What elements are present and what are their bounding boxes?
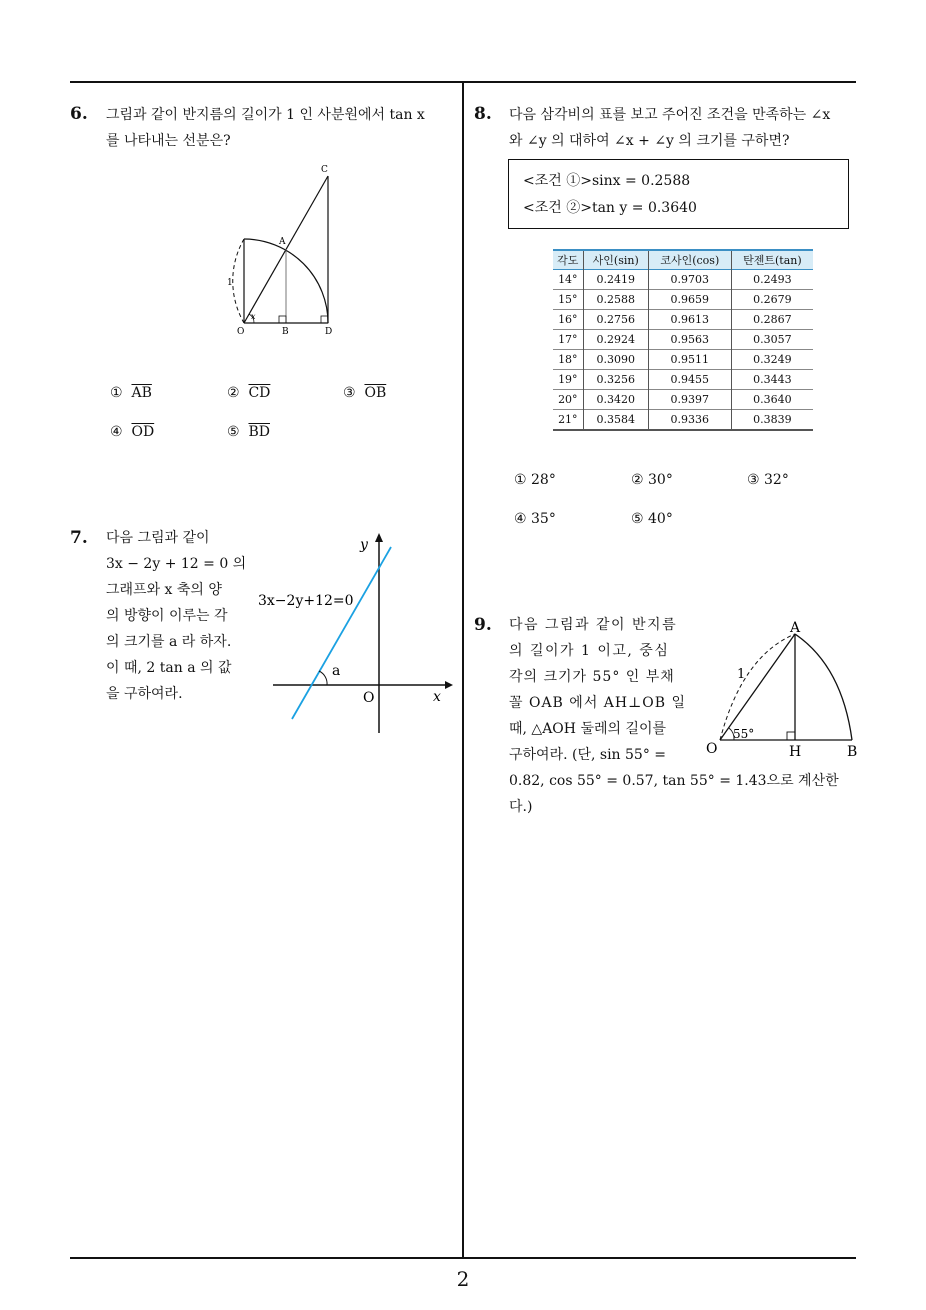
condition-1: <조건 ①>sinx = 0.2588 xyxy=(523,173,691,189)
question-text-line: 다음 그림과 같이 xyxy=(106,530,210,546)
question-text-line: 을 구하여라. xyxy=(106,686,183,702)
question-text-line: 그림과 같이 반지름의 길이가 1 인 사분원에서 tan x xyxy=(106,107,425,123)
question-text-line: 의 방향이 이루는 각 xyxy=(106,608,228,624)
table-row: 20° 0.3420 0.9397 0.3640 xyxy=(553,390,813,410)
question-text-line: 구하여라. (단, sin 55° = xyxy=(509,747,667,763)
label-b: B xyxy=(847,744,858,760)
bottom-rule xyxy=(70,1257,856,1259)
choice-2[interactable]: ② $\overline{CD}$ xyxy=(227,385,271,401)
label-1: 1 xyxy=(227,278,233,288)
choice-1[interactable]: ① $\overline{AB}$ xyxy=(110,385,152,401)
label-d: D xyxy=(325,327,333,337)
question-text-line: 의 길이가 1 이고, 중심 xyxy=(509,643,670,659)
question-text-line: 와 ∠y 의 대하여 ∠x + ∠y 의 크기를 구하면? xyxy=(509,133,790,149)
question-text-line: 다.) xyxy=(509,799,533,815)
label-o: O xyxy=(363,690,375,706)
sector-figure xyxy=(702,616,862,766)
question-text-line: 때, △AOH 둘레의 길이를 xyxy=(509,721,667,737)
line-graph-figure xyxy=(255,530,455,740)
table-row: 18° 0.3090 0.9511 0.3249 xyxy=(553,350,813,370)
condition-box xyxy=(508,159,849,229)
question-number: 7. xyxy=(70,528,88,548)
condition-2: <조건 ②>tan y = 0.3640 xyxy=(523,200,697,216)
table-header: 탄젠트(tan) xyxy=(731,250,813,270)
question-text-line: 꼴 OAB 에서 AH⊥OB 일 xyxy=(509,695,687,711)
question-text-line: 를 나타내는 선분은? xyxy=(106,133,231,149)
question-text-line: 다음 삼각비의 표를 보고 주어진 조건을 만족하는 ∠x xyxy=(509,107,831,123)
choice-4[interactable]: ④ $\overline{OD}$ xyxy=(110,424,155,440)
table-row: 14° 0.2419 0.9703 0.2493 xyxy=(553,270,813,290)
choice-3[interactable]: ③ $\overline{OB}$ xyxy=(343,385,387,401)
question-text-line: 의 크기를 a 라 하자. xyxy=(106,634,232,650)
table-row: 21° 0.3584 0.9336 0.3839 xyxy=(553,410,813,431)
page-number: 2 xyxy=(456,1267,470,1291)
equation-label: 3x−2y+12=0 xyxy=(258,593,354,609)
table-row: 17° 0.2924 0.9563 0.3057 xyxy=(553,330,813,350)
question-text-line: 그래프와 x 축의 양 xyxy=(106,582,222,598)
label-1: 1 xyxy=(737,667,746,682)
label-55: 55° xyxy=(733,727,755,741)
question-text-line: 각의 크기가 55° 인 부채 xyxy=(509,669,675,685)
question-text-line: 0.82, cos 55° = 0.57, tan 55° = 1.43으로 계산한 xyxy=(509,773,839,789)
trig-table xyxy=(553,249,813,431)
choice-3[interactable]: ③ 32° xyxy=(747,472,789,488)
label-x: x xyxy=(433,689,441,705)
label-h: H xyxy=(789,744,802,760)
column-divider xyxy=(462,82,464,1258)
label-y: y xyxy=(360,537,368,553)
label-o: O xyxy=(237,327,245,337)
table-row: 16° 0.2756 0.9613 0.2867 xyxy=(553,310,813,330)
question-number: 6. xyxy=(70,104,88,124)
question-number: 8. xyxy=(474,104,492,124)
quarter-circle-figure xyxy=(220,160,350,340)
table-row: 19° 0.3256 0.9455 0.3443 xyxy=(553,370,813,390)
label-a: A xyxy=(790,620,801,636)
label-a: A xyxy=(279,237,286,247)
question-number: 9. xyxy=(474,615,492,635)
table-header: 코사인(cos) xyxy=(648,250,731,270)
label-c: C xyxy=(321,165,328,175)
choice-5[interactable]: ⑤ $\overline{BD}$ xyxy=(227,424,270,440)
table-header: 사인(sin) xyxy=(583,250,648,270)
label-x: x xyxy=(251,312,256,321)
table-row: 15° 0.2588 0.9659 0.2679 xyxy=(553,290,813,310)
question-text-line: 이 때, 2 tan a 의 값 xyxy=(106,660,232,676)
question-text-line: 3x − 2y + 12 = 0 의 xyxy=(106,556,247,572)
question-text-line: 다음 그림과 같이 반지름 xyxy=(509,617,678,633)
label-o: O xyxy=(706,741,718,757)
label-a: a xyxy=(332,663,341,679)
table-header: 각도 xyxy=(553,250,583,270)
label-b: B xyxy=(282,327,289,337)
graph-line xyxy=(292,547,391,719)
choice-5[interactable]: ⑤ 40° xyxy=(631,511,673,527)
choice-2[interactable]: ② 30° xyxy=(631,472,673,488)
choice-4[interactable]: ④ 35° xyxy=(514,511,556,527)
choice-1[interactable]: ① 28° xyxy=(514,472,556,488)
